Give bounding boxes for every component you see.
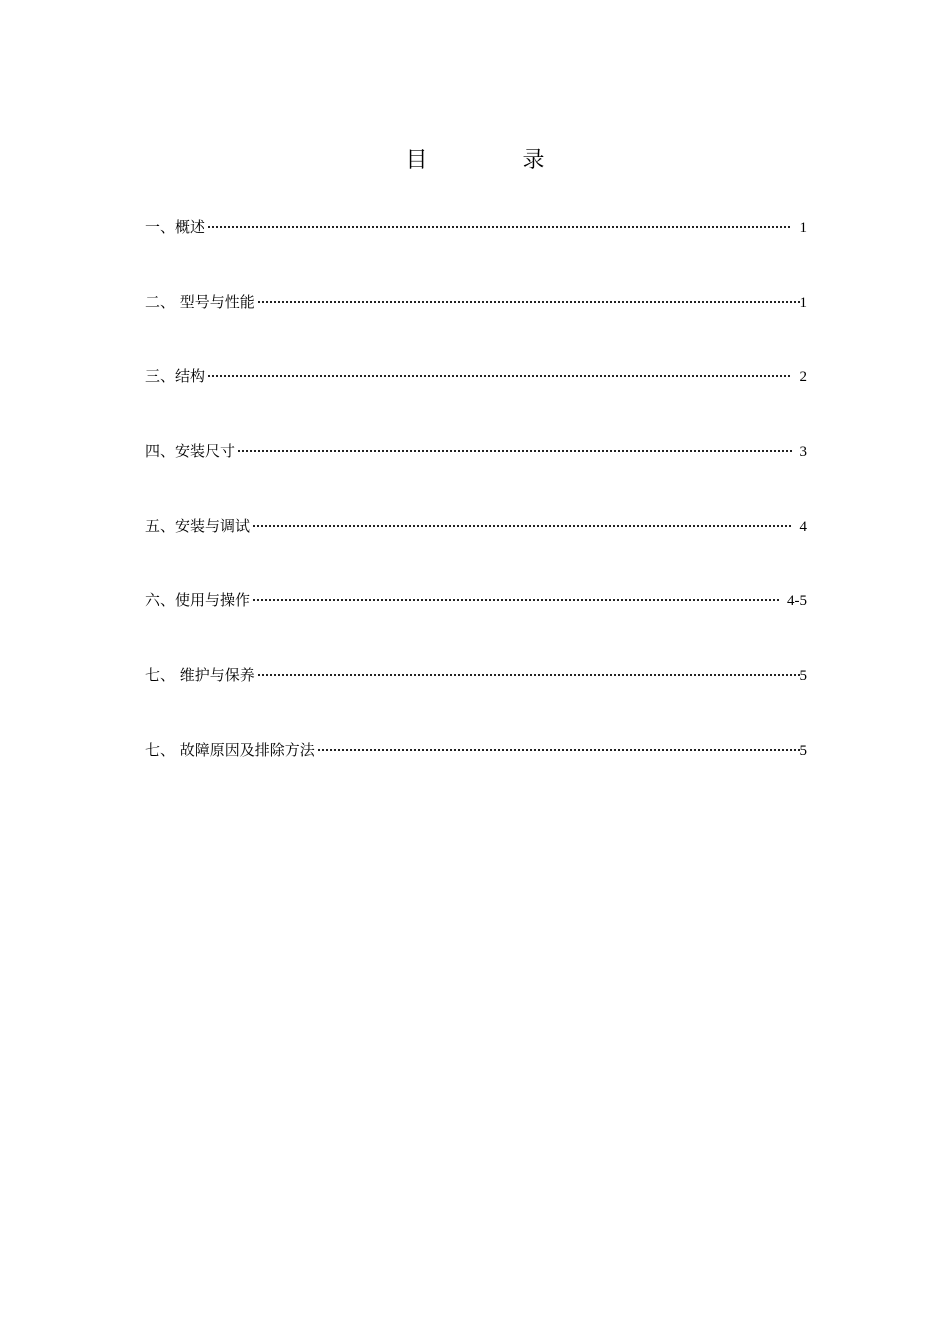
toc-entry-label: 三、结构 [145,367,206,386]
toc-entry-label: 六、使用与操作 [145,591,251,610]
dot-leader [252,599,779,601]
toc-entry-page: 1 [799,220,807,236]
dot-leader [257,674,800,676]
toc-entry-label: 五、安装与调试 [145,516,251,535]
toc-entry[interactable] [145,438,807,513]
toc-entry-label: 七、 故障原因及排除方法 [145,740,315,759]
dot-leader [252,525,791,527]
toc-entry[interactable] [145,737,807,812]
toc-entry[interactable] [145,214,807,289]
toc-entry-label: 四、安装尺寸 [145,442,236,461]
toc-entry[interactable] [145,513,807,588]
toc-title: 目 录 [405,148,589,173]
toc-entry-label: 二、 型号与性能 [145,292,255,311]
toc-entry-page: 3 [799,444,807,461]
toc-entry[interactable] [145,289,807,364]
toc-entry-page: 5 [799,742,807,759]
toc-entry-page: 5 [799,668,807,685]
toc-entry[interactable] [145,363,807,438]
dot-leader [257,301,800,303]
toc-entry-page: 2 [799,369,807,386]
dot-leader [207,375,791,377]
dot-leader [237,450,791,452]
toc-entry-page: 4 [799,518,807,535]
dot-leader [207,226,791,228]
toc-entry-page: 1 [799,294,807,311]
toc-entry-label: 七、 维护与保养 [145,666,255,685]
dot-leader [317,749,800,751]
toc-entry[interactable] [145,662,807,737]
toc-entry-page: 4-5 [787,593,807,610]
toc-entry-label: 一、概述 [145,218,206,236]
table-of-contents [145,214,807,812]
toc-entry[interactable] [145,587,807,662]
